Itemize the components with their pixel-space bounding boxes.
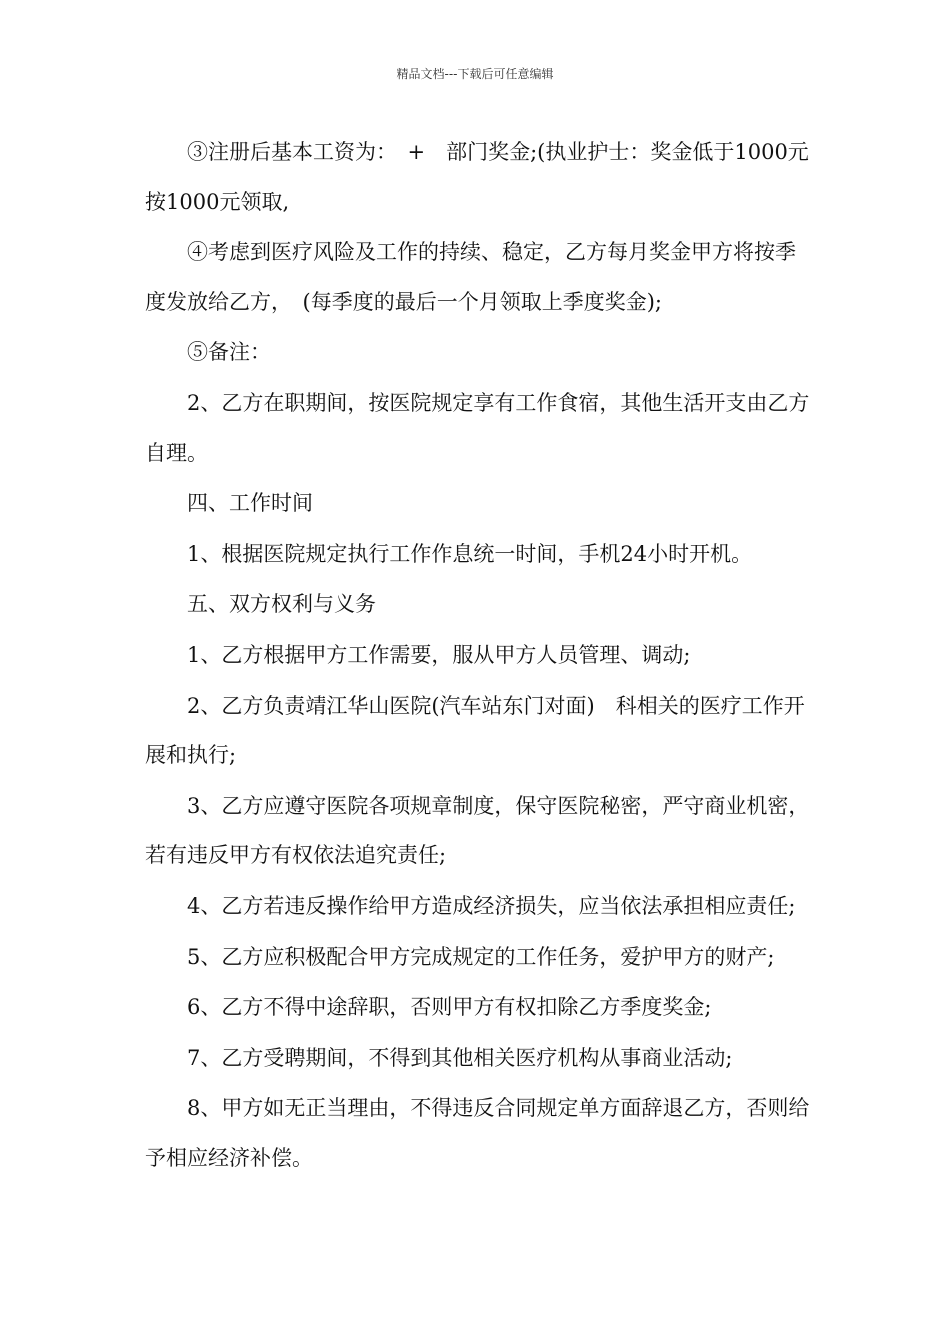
list-item-obligation-7: 7、乙方受聘期间，不得到其他相关医疗机构从事商业活动; (187, 1045, 733, 1070)
paragraph-remarks: ⑤备注： (187, 340, 271, 365)
paragraph-quarterly-bonus: ④考虑到医疗风险及工作的持续、稳定，乙方每月奖金甲方将按季度发放给乙方， (每季度的最后一个月领取上季度奖金); (145, 240, 796, 314)
list-item-obligation-8: 8、甲方如无正当理由，不得违反合同规定单方面辞退乙方，否则给予相应经济补偿。 (145, 1096, 810, 1170)
list-item-obligation-6: 6、乙方不得中途辞职，否则甲方有权扣除乙方季度奖金; (187, 995, 712, 1020)
paragraph-work-schedule: 1、根据医院规定执行工作作息统一时间，手机24小时开机。 (187, 541, 753, 566)
list-item-obligation-2: 2、乙方负责靖江华山医院(汽车站东门对面) 科相关的医疗工作开展和执行; (145, 693, 805, 768)
paragraph-room-and-board: 2、乙方在职期间，按医院规定享有工作食宿，其他生活开支由乙方自理。 (145, 390, 810, 465)
paragraph-salary-after-registration: ③注册后基本工资为： + 部门奖金;(执业护士：奖金低于1000元按1000元领取, (145, 140, 809, 214)
page-header: 精品文档---下载后可任意编辑 (396, 67, 554, 81)
list-item-obligation-3: 3、乙方应遵守医院各项规章制度，保守医院秘密，严守商业机密，若有违反甲方有权依法追究责任; (145, 793, 810, 868)
document-body (145, 128, 815, 1184)
section-heading-work-hours: 四、工作时间 (187, 491, 313, 516)
section-heading-rights-obligations: 五、双方权利与义务 (187, 592, 376, 617)
list-item-obligation-1: 1、乙方根据甲方工作需要，服从甲方人员管理、调动; (187, 642, 691, 667)
list-item-obligation-4: 4、乙方若违反操作给甲方造成经济损失，应当依法承担相应责任; (187, 893, 796, 918)
list-item-obligation-5: 5、乙方应积极配合甲方完成规定的工作任务，爱护甲方的财产; (187, 944, 775, 969)
